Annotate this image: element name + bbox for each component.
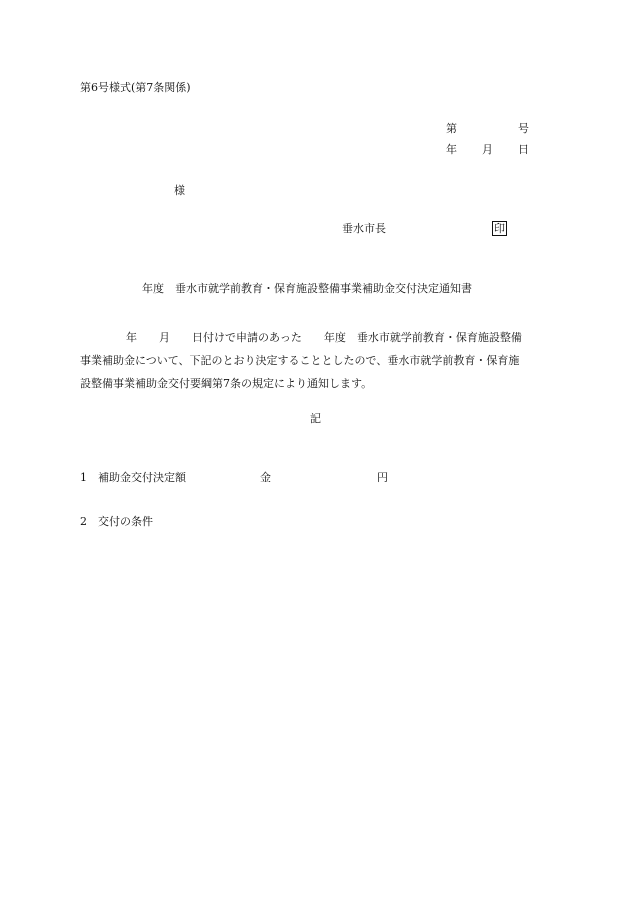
date-month: 月 xyxy=(482,143,493,156)
sender-title: 垂水市長 xyxy=(342,222,386,235)
seal-mark xyxy=(492,221,507,236)
item1-number: 1 xyxy=(80,471,87,484)
body-line-1: 年 月 日付けで申請のあった 年度 垂水市就学前教育・保育施設整備 xyxy=(126,331,522,344)
item1-yen: 円 xyxy=(377,471,388,484)
item2-label: 交付の条件 xyxy=(98,515,153,528)
date-day: 日 xyxy=(518,143,529,156)
item1-label: 補助金交付決定額 xyxy=(98,471,186,484)
ref-number-dai: 第 xyxy=(446,122,457,135)
body-line-2: 事業補助金について、下記のとおり決定することとしたので、垂水市就学前教育・保育施 xyxy=(80,354,520,367)
addressee-honorific: 様 xyxy=(174,184,185,197)
body-paragraph xyxy=(80,326,552,395)
ki-heading: 記 xyxy=(310,412,321,425)
date-year: 年 xyxy=(446,143,457,156)
body-line-3: 設整備事業補助金交付要綱第7条の規定により通知します。 xyxy=(80,377,373,390)
ref-number-go: 号 xyxy=(518,122,529,135)
form-number-label: 第6号様式(第7条関係) xyxy=(80,81,191,94)
item1-kin: 金 xyxy=(260,471,271,484)
seal-label: 印 xyxy=(494,222,505,235)
document-title: 年度 垂水市就学前教育・保育施設整備事業補助金交付決定通知書 xyxy=(142,282,472,295)
item2-number: 2 xyxy=(80,515,87,528)
